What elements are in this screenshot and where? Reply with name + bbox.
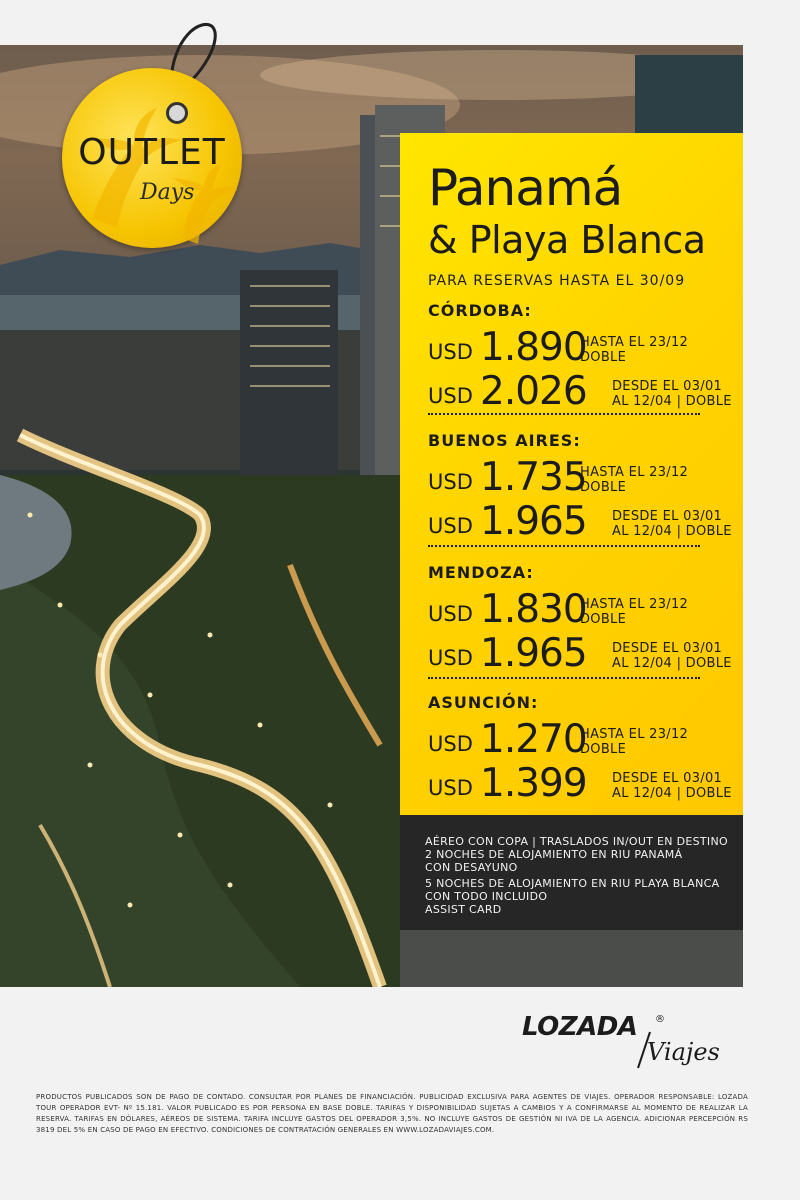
price-detail: DESDE EL 03/01: [612, 379, 723, 394]
price-detail: DESDE EL 03/01: [612, 509, 723, 524]
city-buenos-aires: BUENOS AIRES:: [428, 431, 581, 450]
price-value: 1.830: [480, 587, 587, 632]
include-line: AÉREO CON COPA | TRASLADOS IN/OUT EN DESTINO: [425, 835, 728, 848]
price-detail: DOBLE: [580, 350, 627, 365]
pricing-panel: [400, 133, 743, 815]
legal-disclaimer: PRODUCTOS PUBLICADOS SON DE PAGO DE CONTADO. CONSULTAR POR PLANES DE FINANCIACIÓN. PUBLICIDAD EXCLUSIVA PARA AGENTES DE VIAJES. OPERADOR RESPONSABLE: LOZADA TOUR OPERADOR EVT- Nº 15.181. VALOR PUBLICADO ES POR PERSONA EN BASE DOBLE. TARIFAS Y DISPONIBILIDAD SUJETAS A CAMBIOS Y A CONFIRMARSE AL MOMENTO DE REALIZAR LA RESERVA. TARIFAS EN DÓLARES, AÉREOS DE SISTEMA. TARIFA INCLUYE GASTOS DEL OPERADOR 3,5%. NO INCLUYE GASTOS DE GESTIÓN NI IVA DE LA AGENCIA. ADICIONAR PERCEPCIÓN RS 3819 DEL 5% EN CASO DE PAGO EN EFECTIVO. CONDICIONES DE CONTRATACIÓN GENERALES EN WWW.LOZADAVIAJES.COM.: [36, 1093, 748, 1134]
city-cordoba: CÓRDOBA:: [428, 301, 532, 320]
logo-subtitle: Viajes: [647, 1038, 720, 1066]
price-detail: DOBLE: [580, 742, 627, 757]
price-detail: DESDE EL 03/01: [612, 771, 723, 786]
include-line: CON TODO INCLUIDO: [425, 890, 548, 903]
price-value: 1.965: [480, 499, 587, 544]
price-detail: AL 12/04 | DOBLE: [612, 656, 732, 671]
price-value: 1.270: [480, 717, 587, 762]
include-line: 2 NOCHES DE ALOJAMIENTO EN RIU PANAMÁ: [425, 848, 683, 861]
price-detail: AL 12/04 | DOBLE: [612, 524, 732, 539]
destination-subtitle: & Playa Blanca: [428, 218, 706, 262]
divider: [428, 413, 700, 415]
price-value: 1.890: [480, 325, 587, 370]
outlet-label: OUTLET: [78, 132, 226, 173]
divider: [428, 677, 700, 679]
tag-hole: [166, 102, 188, 124]
currency: USD: [428, 602, 473, 626]
currency: USD: [428, 646, 473, 670]
currency: USD: [428, 470, 473, 494]
outlet-days-tag: [62, 20, 242, 250]
price-detail: HASTA EL 23/12: [580, 465, 689, 480]
city-mendoza: MENDOZA:: [428, 563, 534, 582]
registered-mark: ®: [655, 1014, 665, 1025]
price-detail: HASTA EL 23/12: [580, 597, 689, 612]
price-detail: HASTA EL 23/12: [580, 727, 689, 742]
include-line: ASSIST CARD: [425, 903, 502, 916]
logo-name: LOZADA: [522, 1012, 638, 1042]
package-includes: [400, 815, 743, 930]
price-value: 1.735: [480, 455, 587, 500]
lozada-viajes-logo: [522, 1012, 752, 1072]
include-line: 5 NOCHES DE ALOJAMIENTO EN RIU PLAYA BLANCA: [425, 877, 720, 890]
price-detail: AL 12/04 | DOBLE: [612, 786, 732, 801]
price-detail: DESDE EL 03/01: [612, 641, 723, 656]
currency: USD: [428, 776, 473, 800]
currency: USD: [428, 732, 473, 756]
price-detail: DOBLE: [580, 612, 627, 627]
include-line: CON DESAYUNO: [425, 861, 518, 874]
price-value: 2.026: [480, 369, 587, 414]
currency: USD: [428, 340, 473, 364]
divider: [428, 545, 700, 547]
days-label: Days: [140, 180, 195, 205]
price-detail: AL 12/04 | DOBLE: [612, 394, 732, 409]
destination-title: Panamá: [428, 159, 623, 217]
city-asuncion: ASUNCIÓN:: [428, 693, 539, 712]
reservation-deadline: PARA RESERVAS HASTA EL 30/09: [428, 273, 686, 289]
price-detail: DOBLE: [580, 480, 627, 495]
currency: USD: [428, 384, 473, 408]
price-value: 1.965: [480, 631, 587, 676]
price-value: 1.399: [480, 761, 587, 806]
price-detail: HASTA EL 23/12: [580, 335, 689, 350]
currency: USD: [428, 514, 473, 538]
